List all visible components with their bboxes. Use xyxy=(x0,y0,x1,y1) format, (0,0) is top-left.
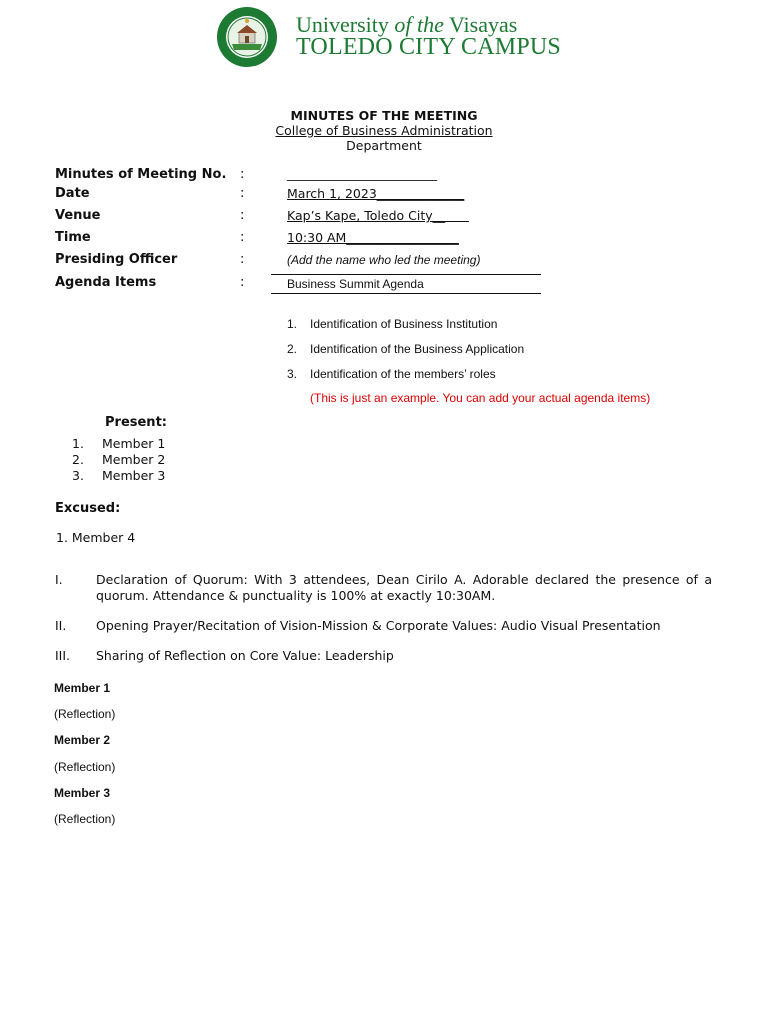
agenda-example-note: (This is just an example. You can add your actual agenda items) xyxy=(310,391,651,405)
section-number: I. xyxy=(55,572,63,587)
agenda-item-text: Identification of Business Institution xyxy=(310,317,498,331)
agenda-item-number: 1. xyxy=(287,317,298,331)
department-label: Department xyxy=(346,138,422,153)
agenda-item-number: 3. xyxy=(287,367,298,381)
field-label-time: Time xyxy=(55,230,91,245)
present-member-number: 2. xyxy=(72,452,84,467)
field-colon: : xyxy=(240,167,245,182)
field-value-meeting-no: ________________________ xyxy=(287,166,437,181)
agenda-item-text: Identification of the Business Application xyxy=(310,342,525,356)
present-member-number: 1. xyxy=(72,436,84,451)
field-colon: : xyxy=(240,252,245,267)
agenda-item-text: Identification of the members’ roles xyxy=(310,367,496,381)
reflection-text: (Reflection) xyxy=(54,812,116,826)
field-label-agenda-items: Agenda Items xyxy=(55,275,157,290)
section-text: Opening Prayer/Recitation of Vision-Mission & Corporate Values: Audio Visual Presentation xyxy=(96,618,661,633)
present-member-name: Member 3 xyxy=(102,468,166,483)
college-name: College of Business Administration xyxy=(275,123,493,138)
present-member-name: Member 2 xyxy=(102,452,166,467)
campus-name: TOLEDO CITY CAMPUS xyxy=(296,34,561,60)
field-colon: : xyxy=(240,186,245,201)
field-label-venue: Venue xyxy=(55,208,101,223)
excused-heading: Excused: xyxy=(55,501,121,516)
field-colon: : xyxy=(240,208,245,223)
university-name: University of the Visayas xyxy=(296,12,518,37)
present-member-name: Member 1 xyxy=(102,436,166,451)
field-value-venue: Kap’s Kape, Toledo City__ xyxy=(287,208,469,223)
present-heading: Present: xyxy=(105,415,167,430)
field-value-time: 10:30 AM__________________ xyxy=(287,230,459,245)
reflection-member-name: Member 1 xyxy=(54,681,111,695)
field-label-meeting-no: Minutes of Meeting No. xyxy=(55,167,227,182)
field-value-date: March 1, 2023______________ xyxy=(287,186,465,201)
excused-member: 1. Member 4 xyxy=(56,530,136,545)
underline-rule xyxy=(271,293,541,294)
reflection-text: (Reflection) xyxy=(54,760,116,774)
reflection-text: (Reflection) xyxy=(54,707,116,721)
section-number: II. xyxy=(55,618,67,633)
reflection-member-name: Member 2 xyxy=(54,733,111,747)
field-colon: : xyxy=(240,275,245,290)
section-text: Sharing of Reflection on Core Value: Leadership xyxy=(96,648,394,663)
agenda-item-number: 2. xyxy=(287,342,298,356)
present-member-number: 3. xyxy=(72,468,84,483)
field-label-presiding-officer: Presiding Officer xyxy=(55,252,178,267)
field-value-presiding-officer: (Add the name who led the meeting) xyxy=(287,253,481,267)
section-text: Declaration of Quorum: With 3 attendees, Dean Cirilo A. Adorable declared the presence of a quorum. Attendance & punctuality is 100% at exactly 10:30AM. xyxy=(96,572,712,603)
reflection-member-name: Member 3 xyxy=(54,786,111,800)
section-number: III. xyxy=(55,648,71,663)
university-seal-logo xyxy=(216,6,278,68)
field-value-agenda-items: Business Summit Agenda xyxy=(287,277,424,291)
document-title: MINUTES OF THE MEETING xyxy=(290,108,478,123)
underline-rule xyxy=(271,274,541,275)
field-colon: : xyxy=(240,230,245,245)
field-label-date: Date xyxy=(55,186,90,201)
